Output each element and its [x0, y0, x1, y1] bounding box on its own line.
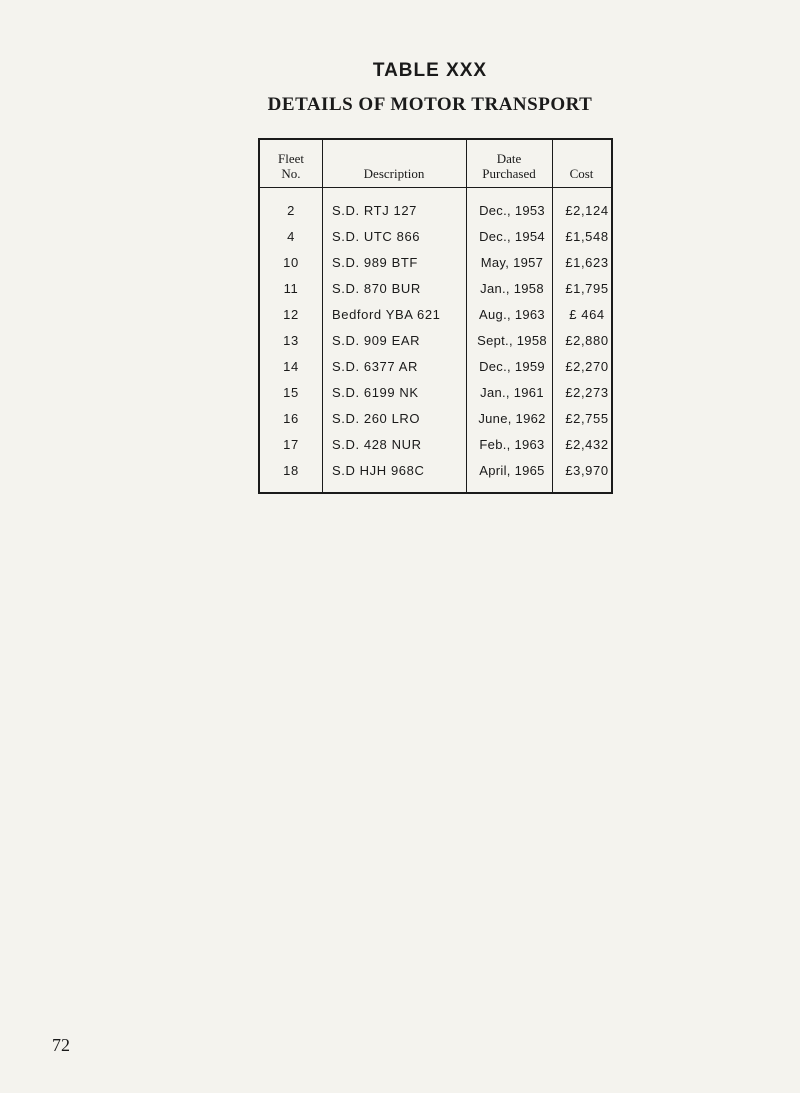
header-description-label: Description [363, 166, 425, 181]
date-purchased-cell: June, 1962 [478, 411, 546, 426]
description-cell: S.D. RTJ 127 [332, 203, 417, 218]
date-purchased-cell: April, 1965 [479, 463, 545, 478]
date-purchased-cell: May, 1957 [480, 255, 544, 270]
header-cost [552, 140, 611, 187]
header-fleet-no [260, 140, 322, 187]
cost-cell: £1,623 [565, 255, 609, 270]
header-date-line-2: Purchased [482, 166, 536, 181]
page-title: TABLE XXX [372, 60, 488, 81]
header-date-line-1: Date [496, 151, 522, 166]
cost-cell: £2,432 [565, 437, 609, 452]
description-cell: Bedford YBA 621 [332, 307, 441, 322]
description-cell: S.D. 6199 NK [332, 385, 419, 400]
fleet-no-cell: 16 [283, 411, 299, 426]
table-row [260, 224, 611, 250]
date-purchased-cell: Sept., 1958 [477, 333, 547, 348]
motor-transport-table [258, 138, 613, 494]
date-purchased-cell: Dec., 1953 [479, 203, 545, 218]
cost-cell: £2,273 [565, 385, 609, 400]
date-purchased-cell: Aug., 1963 [479, 307, 545, 322]
date-purchased-cell: Feb., 1963 [479, 437, 545, 452]
description-cell: S.D. 6377 AR [332, 359, 418, 374]
header-cost-label: Cost [569, 166, 594, 181]
fleet-no-cell: 18 [283, 463, 299, 478]
description-cell: S.D HJH 968C [332, 463, 425, 478]
table-row [260, 432, 611, 458]
table-row [260, 406, 611, 432]
fleet-no-cell: 17 [283, 437, 299, 452]
description-cell: S.D. UTC 866 [332, 229, 421, 244]
fleet-no-cell: 11 [283, 281, 299, 296]
description-cell: S.D. 989 BTF [332, 255, 418, 270]
header-date-purchased [466, 140, 552, 187]
page-subtitle: DETAILS OF MOTOR TRANSPORT [267, 94, 593, 115]
fleet-no-cell: 14 [283, 359, 299, 374]
header-description [322, 140, 466, 187]
description-cell: S.D. 909 EAR [332, 333, 421, 348]
fleet-no-cell: 10 [283, 255, 299, 270]
table-row [260, 198, 611, 224]
cost-cell: £1,548 [565, 229, 609, 244]
table-row [260, 302, 611, 328]
date-purchased-cell: Jan., 1958 [480, 281, 544, 296]
date-purchased-cell: Dec., 1954 [479, 229, 545, 244]
description-cell: S.D. 260 LRO [332, 411, 421, 426]
cost-cell: £3,970 [565, 463, 609, 478]
date-purchased-cell: Dec., 1959 [479, 359, 545, 374]
header-fleet-no-line-1: Fleet [278, 151, 304, 166]
cost-cell: £2,880 [565, 333, 609, 348]
table-row [260, 276, 611, 302]
cost-cell: £2,755 [565, 411, 609, 426]
cost-cell: £2,270 [565, 359, 609, 374]
table-row [260, 354, 611, 380]
fleet-no-cell: 15 [283, 385, 299, 400]
fleet-no-cell: 12 [283, 307, 299, 322]
fleet-no-cell: 13 [283, 333, 299, 348]
description-cell: S.D. 870 BUR [332, 281, 421, 296]
header-fleet-no-line-2: No. [281, 166, 301, 181]
cost-cell: £ 464 [569, 307, 605, 322]
cost-cell: £1,795 [565, 281, 609, 296]
fleet-no-cell: 4 [287, 229, 295, 244]
header-rule [260, 187, 611, 188]
date-purchased-cell: Jan., 1961 [480, 385, 544, 400]
table-row [260, 328, 611, 354]
cost-cell: £2,124 [565, 203, 609, 218]
table-row [260, 458, 611, 484]
table-row [260, 250, 611, 276]
fleet-no-cell: 2 [287, 203, 295, 218]
table-row [260, 380, 611, 406]
description-cell: S.D. 428 NUR [332, 437, 422, 452]
page-number: 72 [52, 1035, 70, 1055]
